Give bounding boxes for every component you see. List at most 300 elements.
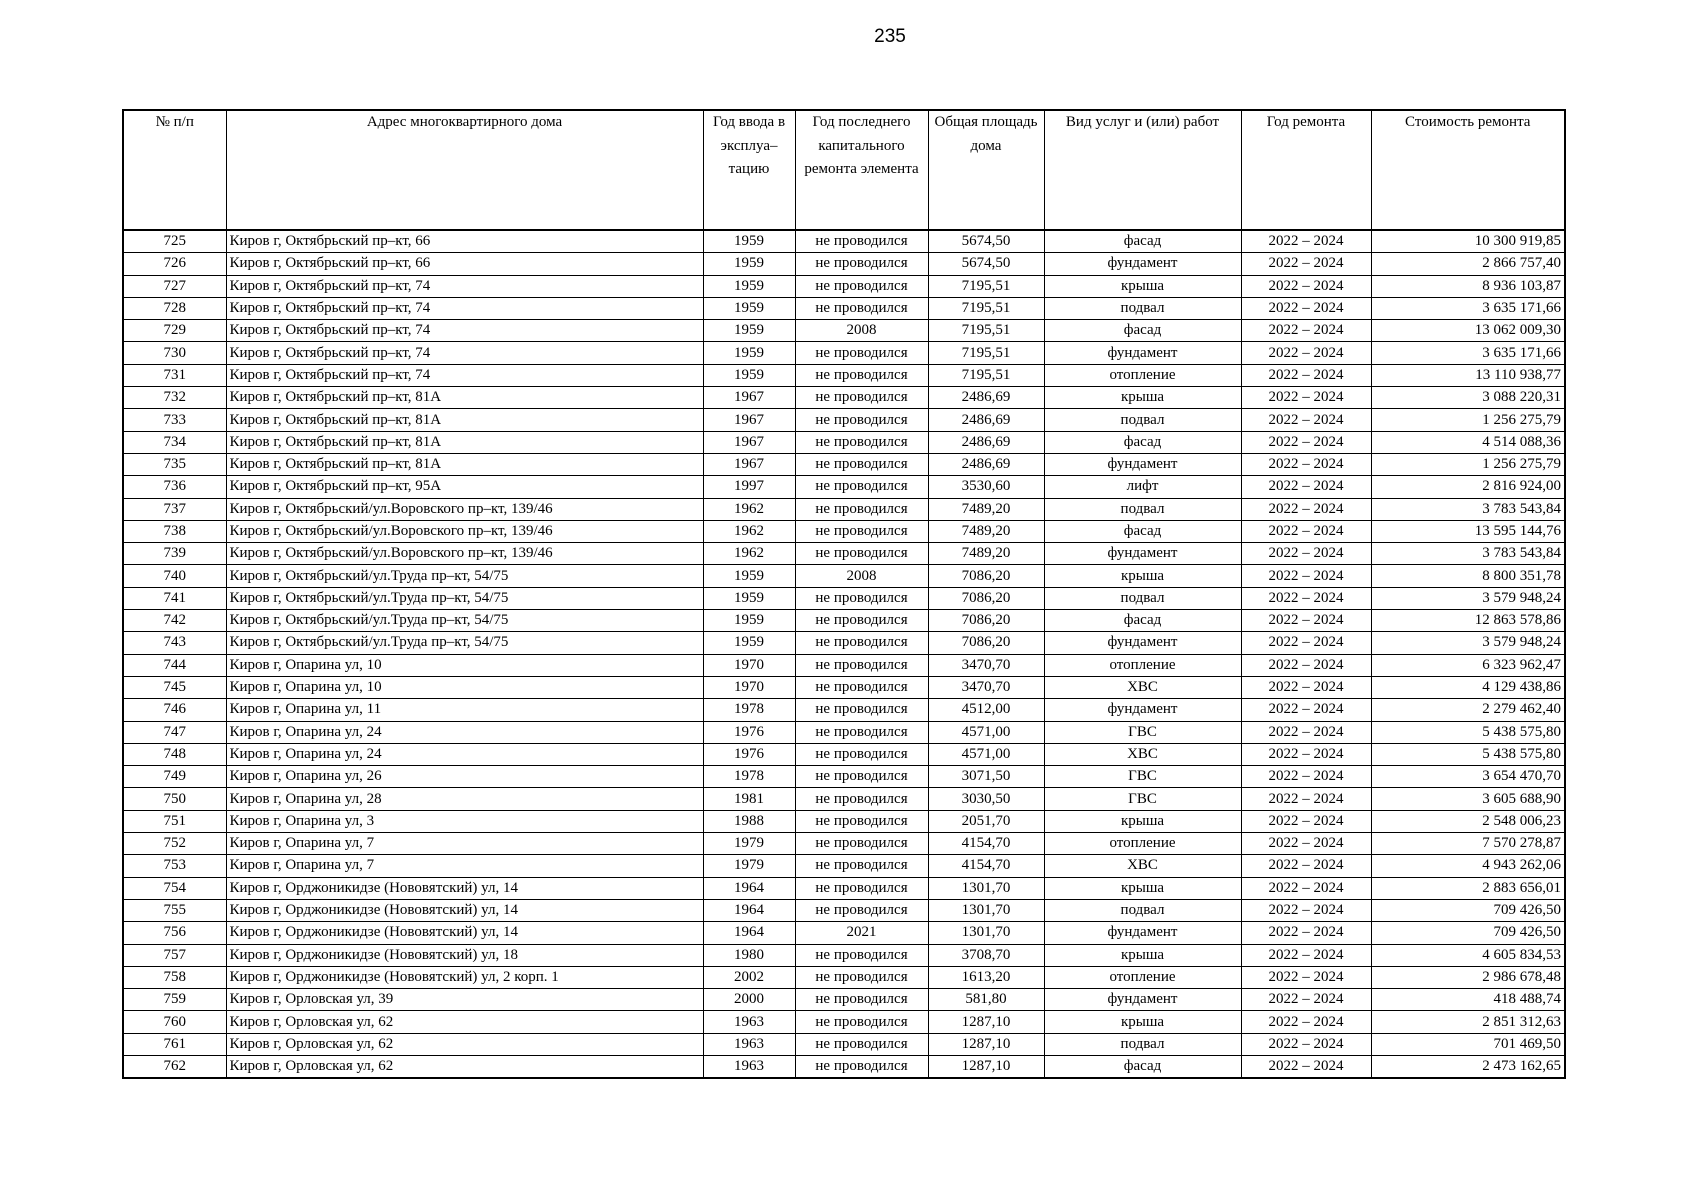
header-address: Адрес многоквартирного дома	[226, 110, 703, 230]
table-row	[123, 877, 1565, 899]
cell-repair-year: 2022 – 2024	[1241, 253, 1371, 275]
cell-repair-year: 2022 – 2024	[1241, 409, 1371, 431]
cell-work-type: крыша	[1044, 944, 1241, 966]
table-row	[123, 1055, 1565, 1078]
header-area: Общая площадь дома	[928, 110, 1044, 230]
cell-area: 7086,20	[928, 565, 1044, 587]
cell-address: Киров г, Октябрьский пр–кт, 66	[226, 230, 703, 253]
cell-repair-year: 2022 – 2024	[1241, 1033, 1371, 1055]
cell-num: 735	[123, 453, 226, 475]
cell-work-type: фасад	[1044, 431, 1241, 453]
cell-last-repair: не проводился	[795, 766, 928, 788]
cell-address: Киров г, Орловская ул, 62	[226, 1033, 703, 1055]
cell-last-repair: не проводился	[795, 275, 928, 297]
cell-repair-year: 2022 – 2024	[1241, 431, 1371, 453]
cell-last-repair: не проводился	[795, 230, 928, 253]
cell-area: 4512,00	[928, 699, 1044, 721]
cell-repair-year: 2022 – 2024	[1241, 877, 1371, 899]
cell-work-type: крыша	[1044, 565, 1241, 587]
cell-num: 729	[123, 320, 226, 342]
cell-work-type: крыша	[1044, 1011, 1241, 1033]
cell-work-type: подвал	[1044, 1033, 1241, 1055]
cell-year-built: 1967	[703, 453, 795, 475]
cell-repair-year: 2022 – 2024	[1241, 498, 1371, 520]
cell-address: Киров г, Октябрьский/ул.Труда пр–кт, 54/75	[226, 610, 703, 632]
cell-cost: 6 323 962,47	[1371, 654, 1565, 676]
cell-num: 751	[123, 810, 226, 832]
cell-cost: 13 110 938,77	[1371, 364, 1565, 386]
cell-work-type: ХВС	[1044, 855, 1241, 877]
header-row	[123, 110, 1565, 230]
table-row	[123, 409, 1565, 431]
cell-num: 732	[123, 387, 226, 409]
cell-cost: 4 514 088,36	[1371, 431, 1565, 453]
cell-address: Киров г, Октябрьский пр–кт, 74	[226, 320, 703, 342]
cell-cost: 12 863 578,86	[1371, 610, 1565, 632]
cell-year-built: 1976	[703, 743, 795, 765]
cell-area: 4571,00	[928, 743, 1044, 765]
cell-area: 7086,20	[928, 587, 1044, 609]
cell-num: 757	[123, 944, 226, 966]
cell-num: 749	[123, 766, 226, 788]
table-row	[123, 297, 1565, 319]
cell-last-repair: не проводился	[795, 877, 928, 899]
cell-work-type: фундамент	[1044, 699, 1241, 721]
table-row	[123, 676, 1565, 698]
cell-area: 7195,51	[928, 342, 1044, 364]
cell-work-type: фасад	[1044, 1055, 1241, 1078]
cell-year-built: 1963	[703, 1011, 795, 1033]
cell-year-built: 1959	[703, 230, 795, 253]
cell-repair-year: 2022 – 2024	[1241, 364, 1371, 386]
cell-last-repair: не проводился	[795, 253, 928, 275]
table-row	[123, 275, 1565, 297]
cell-repair-year: 2022 – 2024	[1241, 1011, 1371, 1033]
table-row	[123, 989, 1565, 1011]
cell-repair-year: 2022 – 2024	[1241, 654, 1371, 676]
cell-cost: 701 469,50	[1371, 1033, 1565, 1055]
cell-area: 2486,69	[928, 409, 1044, 431]
cell-work-type: подвал	[1044, 587, 1241, 609]
cell-repair-year: 2022 – 2024	[1241, 476, 1371, 498]
cell-work-type: фасад	[1044, 610, 1241, 632]
cell-work-type: фундамент	[1044, 453, 1241, 475]
cell-repair-year: 2022 – 2024	[1241, 1055, 1371, 1078]
cell-last-repair: не проводился	[795, 743, 928, 765]
table-row	[123, 253, 1565, 275]
cell-work-type: отопление	[1044, 654, 1241, 676]
cell-num: 750	[123, 788, 226, 810]
cell-repair-year: 2022 – 2024	[1241, 453, 1371, 475]
cell-num: 738	[123, 520, 226, 542]
cell-address: Киров г, Орджоникидзе (Нововятский) ул, 14	[226, 922, 703, 944]
cell-work-type: крыша	[1044, 275, 1241, 297]
cell-area: 4154,70	[928, 833, 1044, 855]
cell-year-built: 1964	[703, 922, 795, 944]
cell-address: Киров г, Октябрьский пр–кт, 81А	[226, 387, 703, 409]
cell-area: 1613,20	[928, 966, 1044, 988]
cell-repair-year: 2022 – 2024	[1241, 297, 1371, 319]
cell-address: Киров г, Опарина ул, 7	[226, 855, 703, 877]
cell-repair-year: 2022 – 2024	[1241, 676, 1371, 698]
cell-repair-year: 2022 – 2024	[1241, 520, 1371, 542]
cell-address: Киров г, Октябрьский/ул.Воровского пр–кт, 139/46	[226, 520, 703, 542]
table-row	[123, 431, 1565, 453]
cell-address: Киров г, Орловская ул, 62	[226, 1055, 703, 1078]
cell-num: 743	[123, 632, 226, 654]
cell-work-type: фасад	[1044, 230, 1241, 253]
cell-cost: 2 473 162,65	[1371, 1055, 1565, 1078]
cell-year-built: 1964	[703, 877, 795, 899]
cell-cost: 3 088 220,31	[1371, 387, 1565, 409]
cell-year-built: 1981	[703, 788, 795, 810]
cell-address: Киров г, Орджоникидзе (Нововятский) ул, 14	[226, 877, 703, 899]
cell-cost: 13 062 009,30	[1371, 320, 1565, 342]
cell-area: 3030,50	[928, 788, 1044, 810]
cell-num: 752	[123, 833, 226, 855]
cell-year-built: 1959	[703, 632, 795, 654]
table-row	[123, 833, 1565, 855]
cell-year-built: 1959	[703, 320, 795, 342]
cell-year-built: 1978	[703, 699, 795, 721]
cell-num: 726	[123, 253, 226, 275]
cell-year-built: 1997	[703, 476, 795, 498]
cell-last-repair: не проводился	[795, 520, 928, 542]
cell-repair-year: 2022 – 2024	[1241, 275, 1371, 297]
cell-work-type: фундамент	[1044, 632, 1241, 654]
cell-address: Киров г, Октябрьский/ул.Труда пр–кт, 54/75	[226, 587, 703, 609]
table-row	[123, 966, 1565, 988]
cell-area: 3470,70	[928, 654, 1044, 676]
cell-year-built: 1980	[703, 944, 795, 966]
cell-work-type: фундамент	[1044, 342, 1241, 364]
cell-work-type: крыша	[1044, 810, 1241, 832]
cell-cost: 2 986 678,48	[1371, 966, 1565, 988]
cell-year-built: 1962	[703, 520, 795, 542]
cell-cost: 2 279 462,40	[1371, 699, 1565, 721]
cell-address: Киров г, Опарина ул, 7	[226, 833, 703, 855]
table-row	[123, 632, 1565, 654]
cell-cost: 3 654 470,70	[1371, 766, 1565, 788]
cell-num: 728	[123, 297, 226, 319]
repair-registry-table	[122, 109, 1566, 1079]
cell-repair-year: 2022 – 2024	[1241, 610, 1371, 632]
cell-work-type: ГВС	[1044, 721, 1241, 743]
cell-repair-year: 2022 – 2024	[1241, 833, 1371, 855]
table-row	[123, 654, 1565, 676]
cell-year-built: 1959	[703, 610, 795, 632]
cell-address: Киров г, Октябрьский/ул.Труда пр–кт, 54/75	[226, 632, 703, 654]
cell-year-built: 1963	[703, 1055, 795, 1078]
cell-area: 7086,20	[928, 632, 1044, 654]
table-row	[123, 387, 1565, 409]
table-row	[123, 498, 1565, 520]
cell-year-built: 1962	[703, 498, 795, 520]
cell-work-type: крыша	[1044, 877, 1241, 899]
table-row	[123, 743, 1565, 765]
page-number: 235	[874, 26, 906, 47]
cell-area: 7086,20	[928, 610, 1044, 632]
cell-address: Киров г, Октябрьский пр–кт, 95А	[226, 476, 703, 498]
cell-work-type: фундамент	[1044, 253, 1241, 275]
cell-address: Киров г, Опарина ул, 3	[226, 810, 703, 832]
cell-num: 737	[123, 498, 226, 520]
cell-num: 733	[123, 409, 226, 431]
table-row	[123, 721, 1565, 743]
cell-area: 1287,10	[928, 1055, 1044, 1078]
cell-area: 3530,60	[928, 476, 1044, 498]
table-row	[123, 520, 1565, 542]
header-cost: Стоимость ремонта	[1371, 110, 1565, 230]
table-row	[123, 1011, 1565, 1033]
cell-work-type: фасад	[1044, 320, 1241, 342]
table-row	[123, 565, 1565, 587]
cell-work-type: ХВС	[1044, 676, 1241, 698]
cell-address: Киров г, Опарина ул, 24	[226, 743, 703, 765]
cell-num: 742	[123, 610, 226, 632]
cell-cost: 2 866 757,40	[1371, 253, 1565, 275]
table-row	[123, 230, 1565, 253]
cell-last-repair: 2008	[795, 565, 928, 587]
cell-num: 736	[123, 476, 226, 498]
cell-year-built: 1959	[703, 275, 795, 297]
cell-area: 7195,51	[928, 297, 1044, 319]
cell-last-repair: не проводился	[795, 966, 928, 988]
table-row	[123, 587, 1565, 609]
cell-cost: 8 800 351,78	[1371, 565, 1565, 587]
table-row	[123, 766, 1565, 788]
cell-work-type: подвал	[1044, 498, 1241, 520]
cell-work-type: отопление	[1044, 364, 1241, 386]
cell-cost: 3 783 543,84	[1371, 543, 1565, 565]
cell-cost: 2 816 924,00	[1371, 476, 1565, 498]
cell-repair-year: 2022 – 2024	[1241, 699, 1371, 721]
cell-last-repair: не проводился	[795, 297, 928, 319]
cell-address: Киров г, Орджоникидзе (Нововятский) ул, 2 корп. 1	[226, 966, 703, 988]
cell-last-repair: не проводился	[795, 788, 928, 810]
table-row	[123, 364, 1565, 386]
cell-area: 4571,00	[928, 721, 1044, 743]
cell-area: 3708,70	[928, 944, 1044, 966]
cell-address: Киров г, Орджоникидзе (Нововятский) ул, 14	[226, 899, 703, 921]
cell-last-repair: 2021	[795, 922, 928, 944]
cell-last-repair: не проводился	[795, 944, 928, 966]
cell-year-built: 1978	[703, 766, 795, 788]
cell-last-repair: не проводился	[795, 587, 928, 609]
cell-year-built: 1959	[703, 297, 795, 319]
cell-work-type: ГВС	[1044, 766, 1241, 788]
cell-repair-year: 2022 – 2024	[1241, 342, 1371, 364]
table-row	[123, 944, 1565, 966]
cell-address: Киров г, Октябрьский пр–кт, 81А	[226, 409, 703, 431]
cell-last-repair: не проводился	[795, 654, 928, 676]
cell-year-built: 1959	[703, 364, 795, 386]
cell-area: 7195,51	[928, 320, 1044, 342]
cell-year-built: 1959	[703, 565, 795, 587]
cell-area: 5674,50	[928, 230, 1044, 253]
cell-cost: 3 579 948,24	[1371, 632, 1565, 654]
cell-repair-year: 2022 – 2024	[1241, 565, 1371, 587]
cell-repair-year: 2022 – 2024	[1241, 855, 1371, 877]
cell-num: 739	[123, 543, 226, 565]
cell-last-repair: не проводился	[795, 632, 928, 654]
cell-cost: 2 851 312,63	[1371, 1011, 1565, 1033]
cell-year-built: 1967	[703, 431, 795, 453]
cell-area: 7489,20	[928, 498, 1044, 520]
cell-num: 741	[123, 587, 226, 609]
cell-year-built: 1962	[703, 543, 795, 565]
cell-cost: 5 438 575,80	[1371, 721, 1565, 743]
cell-address: Киров г, Орловская ул, 62	[226, 1011, 703, 1033]
cell-year-built: 2000	[703, 989, 795, 1011]
cell-repair-year: 2022 – 2024	[1241, 543, 1371, 565]
cell-repair-year: 2022 – 2024	[1241, 788, 1371, 810]
cell-area: 7195,51	[928, 275, 1044, 297]
cell-last-repair: не проводился	[795, 721, 928, 743]
cell-year-built: 1964	[703, 899, 795, 921]
cell-area: 5674,50	[928, 253, 1044, 275]
cell-last-repair: не проводился	[795, 1033, 928, 1055]
cell-last-repair: не проводился	[795, 543, 928, 565]
cell-num: 740	[123, 565, 226, 587]
cell-num: 756	[123, 922, 226, 944]
table-row	[123, 320, 1565, 342]
cell-address: Киров г, Октябрьский/ул.Труда пр–кт, 54/75	[226, 565, 703, 587]
cell-cost: 4 605 834,53	[1371, 944, 1565, 966]
cell-repair-year: 2022 – 2024	[1241, 922, 1371, 944]
cell-last-repair: не проводился	[795, 610, 928, 632]
cell-address: Киров г, Опарина ул, 11	[226, 699, 703, 721]
cell-cost: 5 438 575,80	[1371, 743, 1565, 765]
cell-cost: 2 548 006,23	[1371, 810, 1565, 832]
cell-num: 748	[123, 743, 226, 765]
cell-address: Киров г, Орджоникидзе (Нововятский) ул, 18	[226, 944, 703, 966]
cell-work-type: фундамент	[1044, 543, 1241, 565]
cell-year-built: 1970	[703, 654, 795, 676]
cell-year-built: 1979	[703, 833, 795, 855]
cell-num: 734	[123, 431, 226, 453]
cell-repair-year: 2022 – 2024	[1241, 899, 1371, 921]
cell-repair-year: 2022 – 2024	[1241, 587, 1371, 609]
cell-address: Киров г, Октябрьский пр–кт, 74	[226, 342, 703, 364]
cell-work-type: подвал	[1044, 899, 1241, 921]
cell-cost: 709 426,50	[1371, 899, 1565, 921]
table-body	[123, 230, 1565, 1078]
cell-last-repair: не проводился	[795, 409, 928, 431]
table-row	[123, 810, 1565, 832]
cell-area: 1287,10	[928, 1011, 1044, 1033]
cell-last-repair: не проводился	[795, 342, 928, 364]
cell-num: 730	[123, 342, 226, 364]
cell-work-type: фасад	[1044, 520, 1241, 542]
cell-address: Киров г, Опарина ул, 10	[226, 676, 703, 698]
cell-num: 755	[123, 899, 226, 921]
cell-area: 2486,69	[928, 453, 1044, 475]
cell-work-type: фундамент	[1044, 989, 1241, 1011]
cell-num: 747	[123, 721, 226, 743]
cell-last-repair: не проводился	[795, 833, 928, 855]
header-num: № п/п	[123, 110, 226, 230]
cell-num: 759	[123, 989, 226, 1011]
cell-cost: 3 579 948,24	[1371, 587, 1565, 609]
cell-year-built: 1988	[703, 810, 795, 832]
table-row	[123, 699, 1565, 721]
cell-cost: 3 635 171,66	[1371, 297, 1565, 319]
cell-repair-year: 2022 – 2024	[1241, 810, 1371, 832]
cell-work-type: лифт	[1044, 476, 1241, 498]
cell-cost: 10 300 919,85	[1371, 230, 1565, 253]
cell-work-type: отопление	[1044, 966, 1241, 988]
cell-area: 7489,20	[928, 543, 1044, 565]
cell-work-type: ГВС	[1044, 788, 1241, 810]
cell-year-built: 1959	[703, 253, 795, 275]
cell-area: 581,80	[928, 989, 1044, 1011]
cell-area: 3470,70	[928, 676, 1044, 698]
cell-cost: 4 943 262,06	[1371, 855, 1565, 877]
cell-address: Киров г, Опарина ул, 10	[226, 654, 703, 676]
cell-area: 1301,70	[928, 922, 1044, 944]
cell-address: Киров г, Опарина ул, 28	[226, 788, 703, 810]
table-row	[123, 453, 1565, 475]
cell-last-repair: не проводился	[795, 476, 928, 498]
cell-last-repair: не проводился	[795, 989, 928, 1011]
cell-last-repair: не проводился	[795, 699, 928, 721]
cell-address: Киров г, Октябрьский пр–кт, 74	[226, 275, 703, 297]
cell-area: 1301,70	[928, 877, 1044, 899]
cell-cost: 418 488,74	[1371, 989, 1565, 1011]
cell-repair-year: 2022 – 2024	[1241, 230, 1371, 253]
cell-cost: 3 605 688,90	[1371, 788, 1565, 810]
cell-last-repair: не проводился	[795, 431, 928, 453]
cell-work-type: отопление	[1044, 833, 1241, 855]
cell-cost: 3 783 543,84	[1371, 498, 1565, 520]
cell-last-repair: не проводился	[795, 899, 928, 921]
cell-last-repair: не проводился	[795, 1011, 928, 1033]
cell-address: Киров г, Октябрьский пр–кт, 74	[226, 364, 703, 386]
cell-year-built: 2002	[703, 966, 795, 988]
cell-work-type: крыша	[1044, 387, 1241, 409]
cell-year-built: 1959	[703, 587, 795, 609]
cell-repair-year: 2022 – 2024	[1241, 743, 1371, 765]
cell-work-type: подвал	[1044, 409, 1241, 431]
table-row	[123, 788, 1565, 810]
header-year-built: Год ввода в эксплуа– тацию	[703, 110, 795, 230]
cell-address: Киров г, Октябрьский пр–кт, 74	[226, 297, 703, 319]
cell-year-built: 1959	[703, 342, 795, 364]
cell-num: 762	[123, 1055, 226, 1078]
cell-last-repair: не проводился	[795, 855, 928, 877]
cell-num: 760	[123, 1011, 226, 1033]
table-row	[123, 855, 1565, 877]
cell-address: Киров г, Октябрьский/ул.Воровского пр–кт, 139/46	[226, 543, 703, 565]
cell-area: 7489,20	[928, 520, 1044, 542]
cell-repair-year: 2022 – 2024	[1241, 387, 1371, 409]
cell-repair-year: 2022 – 2024	[1241, 632, 1371, 654]
cell-num: 731	[123, 364, 226, 386]
cell-year-built: 1979	[703, 855, 795, 877]
cell-area: 2486,69	[928, 431, 1044, 453]
table-row	[123, 543, 1565, 565]
cell-cost: 709 426,50	[1371, 922, 1565, 944]
cell-repair-year: 2022 – 2024	[1241, 944, 1371, 966]
cell-address: Киров г, Опарина ул, 26	[226, 766, 703, 788]
cell-num: 746	[123, 699, 226, 721]
table-row	[123, 1033, 1565, 1055]
table-header	[123, 110, 1565, 230]
cell-area: 2051,70	[928, 810, 1044, 832]
cell-area: 2486,69	[928, 387, 1044, 409]
cell-cost: 2 883 656,01	[1371, 877, 1565, 899]
